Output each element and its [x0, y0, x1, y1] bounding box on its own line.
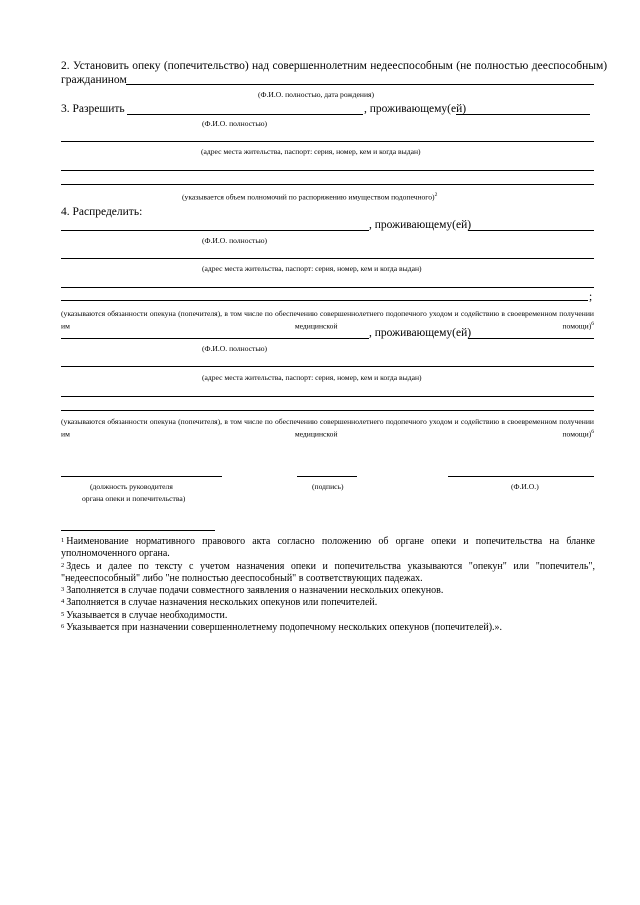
scope-caption-sup: 2: [434, 192, 438, 198]
footnote-5-num: 5: [61, 610, 65, 618]
guardian2-duties-text: (указываются обязанности опекуна (попечителя), в том числе по обеспечению совершеннолетнего подопечного уходом и содействию в своевременном получении им медицинской помощи): [61, 417, 594, 439]
scope-caption-text: (указывается объем полномочий по распоряжению имуществом подопечного): [182, 192, 435, 202]
guardian2-duties-line-1[interactable]: [61, 396, 594, 397]
guardian2-duties-sup: 6: [591, 429, 594, 435]
guardian1-name-line[interactable]: [61, 230, 369, 231]
section-3-residing: , проживающему(ей): [364, 103, 467, 115]
signature-line[interactable]: [297, 476, 357, 477]
footnote-6-text: Указывается при назначении совершеннолетнему подопечному нескольких опекунов (попечителей).».: [66, 622, 503, 634]
footnote-5: [61, 610, 595, 622]
ward-name-line[interactable]: [126, 84, 594, 85]
guardian-name-line[interactable]: [127, 114, 363, 115]
guardian1-name-caption: (Ф.И.О. полностью): [202, 236, 268, 245]
footnote-2: [61, 561, 595, 586]
guardian1-address-caption: (адрес места жительства, паспорт: серия, номер, кем и когда выдан): [202, 264, 422, 273]
section-2-text: 2. Установить опеку (попечительство) над совершеннолетним недееспособным (не полностью дееспособным): [61, 60, 608, 72]
footnote-separator: [61, 530, 215, 531]
position-line[interactable]: [61, 476, 222, 477]
section-4-label: 4. Распределить:: [61, 206, 143, 218]
footnote-1-num: 1: [61, 537, 65, 544]
section-2-label: гражданином: [61, 74, 127, 86]
footnote-1-text: Наименование нормативного правового акта согласно положению об органе опеки и попечительства на бланке уполномоченного органа.: [61, 536, 595, 560]
guardian1-residence-line[interactable]: [468, 230, 594, 231]
footnotes: [61, 536, 595, 634]
guardian-residence-line[interactable]: [456, 114, 590, 115]
guardian1-duties-text: (указываются обязанности опекуна (попечителя), в том числе по обеспечению совершеннолетнего подопечного уходом и содействию в своевременном получении им медицинской помощи): [61, 309, 594, 331]
name-caption: (Ф.И.О.): [511, 482, 539, 491]
footnote-2-text: Здесь и далее по тексту с учетом назначения опеки и попечительства указываются "опекун" или "попечитель", "недееспособный" либо "не полностью дееспособный" в соответствующих падежах.: [61, 560, 595, 584]
guardian1-duties-sup: 6: [591, 321, 594, 327]
ward-name-caption: (Ф.И.О. полностью, дата рождения): [258, 90, 375, 99]
scope-caption: [182, 191, 437, 202]
guardian2-residing: , проживающему(ей): [369, 327, 472, 339]
footnote-6-num: 6: [61, 623, 65, 631]
footnote-3-num: 3: [61, 586, 65, 594]
guardian-address-caption: (адрес места жительства, паспорт: серия, номер, кем и когда выдан): [201, 147, 421, 156]
footnote-4: [61, 597, 595, 609]
signature-caption: (подпись): [312, 482, 344, 491]
footnote-5-text: Указывается в случае необходимости.: [66, 609, 228, 621]
guardian1-semicolon: ;: [589, 291, 593, 303]
footnote-4-text: Заполняется в случае назначения нескольких опекунов или попечителей.: [66, 597, 378, 609]
guardian-address-line[interactable]: [61, 141, 594, 142]
guardian2-name-caption: (Ф.И.О. полностью): [202, 344, 268, 353]
position-caption-1: (должность руководителя: [90, 482, 173, 491]
guardian2-name-line[interactable]: [61, 338, 369, 339]
footnote-6: [61, 622, 595, 634]
guardian2-residence-line[interactable]: [468, 338, 594, 339]
name-line[interactable]: [448, 476, 594, 477]
scope-line-1[interactable]: [61, 170, 594, 171]
guardian1-address-line[interactable]: [61, 258, 594, 259]
guardian-name-caption: (Ф.И.О. полностью): [202, 119, 268, 128]
scope-line-2[interactable]: [61, 184, 594, 185]
guardian2-duties-line-2[interactable]: [61, 410, 594, 411]
section-3-label: 3. Разрешить: [61, 103, 125, 115]
footnote-3: [61, 585, 595, 597]
guardian1-duties-line-2[interactable]: [61, 300, 588, 301]
guardian2-address-caption: (адрес места жительства, паспорт: серия, номер, кем и когда выдан): [202, 373, 422, 382]
position-caption-2: органа опеки и попечительства): [82, 494, 186, 503]
footnote-2-num: 2: [61, 561, 65, 569]
guardian1-residing: , проживающему(ей): [369, 219, 472, 231]
guardian2-address-line[interactable]: [61, 366, 594, 367]
guardian1-duties-caption: [61, 309, 594, 332]
guardian2-duties-caption: [61, 417, 594, 440]
footnote-1: [61, 536, 595, 561]
footnote-4-num: 4: [61, 598, 65, 606]
guardian1-duties-line-1[interactable]: [61, 287, 594, 288]
footnote-3-text: Заполняется в случае подачи совместного заявления о назначении нескольких опекунов.: [66, 585, 444, 597]
